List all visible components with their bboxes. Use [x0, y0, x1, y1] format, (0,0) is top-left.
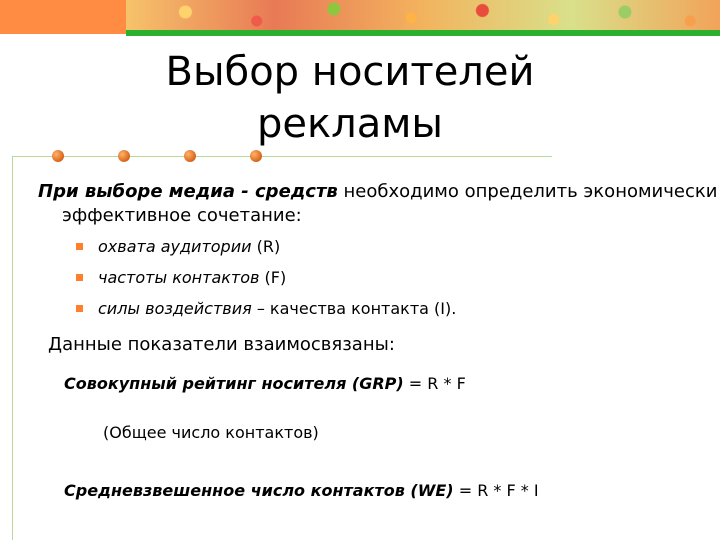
grp-expression: = R * F	[403, 374, 466, 393]
square-bullet-icon	[76, 274, 83, 281]
we-expression: = R * F * I	[453, 481, 539, 500]
divider-horizontal	[12, 156, 552, 157]
bullet-list	[76, 236, 456, 329]
divider-vertical	[12, 156, 13, 540]
bullet-term: силы воздействия	[98, 299, 252, 318]
we-label: Средневзвешенное число контактов (WE)	[64, 481, 454, 500]
bullet-term: охвата аудитории	[98, 237, 252, 256]
bullet-detail: (F)	[259, 268, 287, 287]
header-orange-block	[0, 0, 126, 34]
header-green-line	[126, 30, 720, 36]
list-item	[76, 267, 456, 298]
divider-dot-icon	[52, 150, 64, 162]
list-item	[76, 298, 456, 329]
header-decorative-banner	[126, 0, 720, 30]
intro-emphasis: При выборе медиа - средств	[38, 181, 338, 202]
list-item	[76, 236, 456, 267]
we-formula	[64, 480, 539, 502]
square-bullet-icon	[76, 243, 83, 250]
bullet-detail: (R)	[251, 237, 281, 256]
divider-dot-icon	[184, 150, 196, 162]
divider-dot-icon	[250, 150, 262, 162]
grp-formula	[64, 373, 466, 395]
bullet-term: частоты контактов	[98, 268, 260, 287]
related-statement: Данные показатели взаимосвязаны:	[48, 334, 395, 355]
intro-text: необходимо определить экономически эффективное сочетание:	[62, 181, 718, 226]
divider-dot-icon	[118, 150, 130, 162]
grp-label: Совокупный рейтинг носителя (GRP)	[64, 374, 404, 393]
intro-paragraph	[38, 180, 720, 228]
grp-note: (Общее число контактов)	[103, 423, 319, 442]
slide-title: Выбор носителей рекламы	[165, 49, 535, 147]
bullet-detail: – качества контакта (I).	[251, 299, 457, 318]
square-bullet-icon	[76, 305, 83, 312]
